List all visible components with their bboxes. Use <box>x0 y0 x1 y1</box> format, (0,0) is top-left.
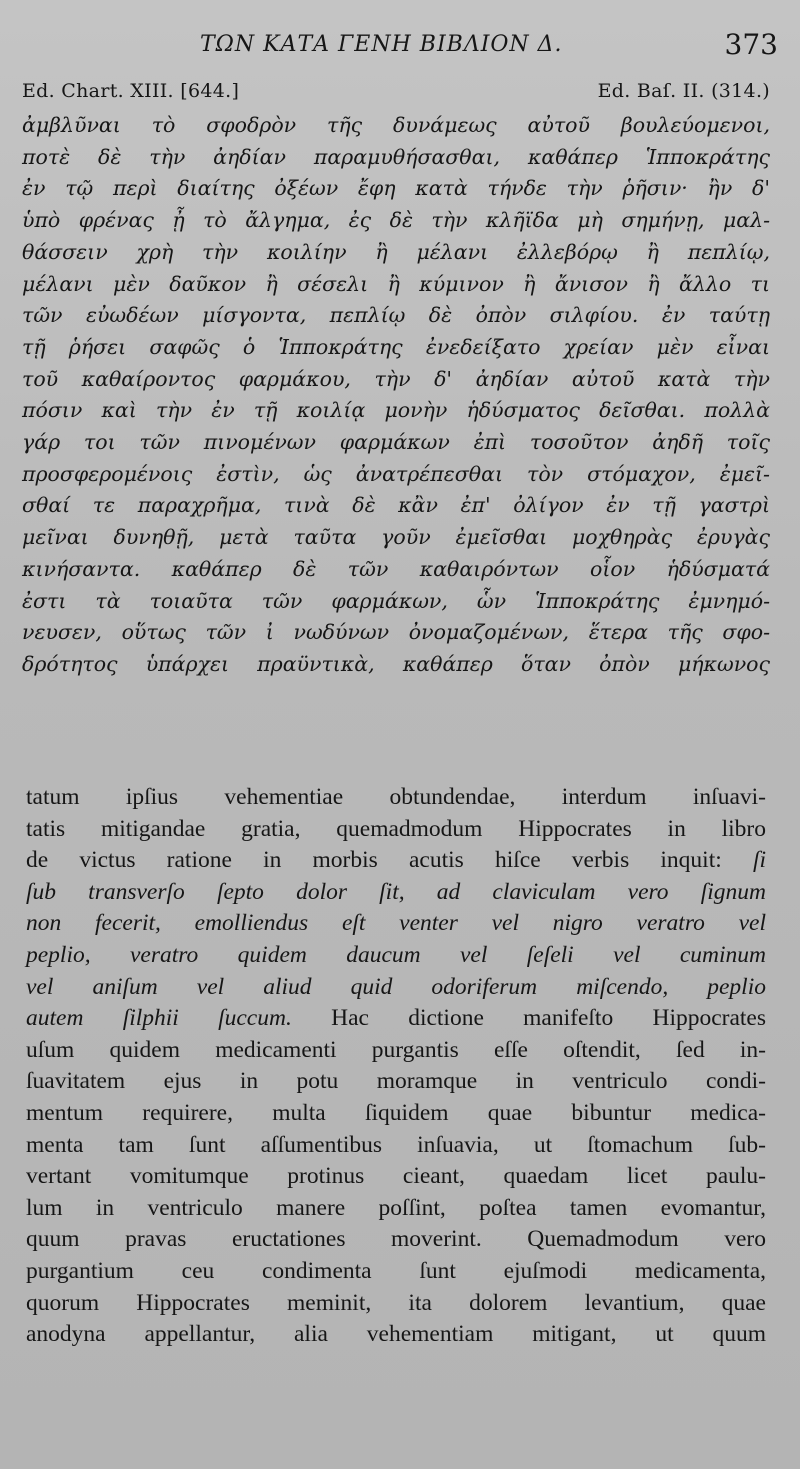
running-head-title: ΤΩΝ ΚΑΤΑ ΓΕΝΗ ΒΙΒΛΙΟΝ Δ. <box>200 32 563 57</box>
latin-text-line <box>26 1288 766 1320</box>
greek-text-block <box>22 110 770 681</box>
greek-text-line: τοῦ καθαίροντος φαρμάκου, τὴν δ' ἀηδίαν αὐτοῦ κατὰ τὴν <box>22 366 770 391</box>
page-number: 373 <box>724 28 778 61</box>
greek-text-line: τῇ ῥήσει σαφῶς ὁ Ἱπποκράτης ἐνεδείξατο χρείαν μὲν εἶναι <box>22 334 770 359</box>
latin-text-line <box>26 1130 766 1162</box>
latin-text-line <box>26 1224 766 1256</box>
latin-text-line <box>26 1035 766 1067</box>
greek-text-line: θάσσειν χρὴ τὴν κοιλίην ἢ μέλανι ἐλλεβόρῳ ἢ πεπλίῳ, <box>22 239 770 264</box>
latin-text-line <box>26 908 766 940</box>
greek-text-line: μέλανι μὲν δαῦκον ἢ σέσελι ἢ κύμινον ἢ ἄνισον ἢ ἄλλο τι <box>22 271 770 296</box>
greek-text-line: γάρ τοι τῶν πινομένων φαρμάκων ἐπὶ τοσοῦτον ἀηδῆ τοῖς <box>22 430 770 455</box>
greek-text-line: τῶν εὐωδέων μίσγοντα, πεπλίῳ δὲ ὀπὸν σιλφίου. ἐν ταύτῃ <box>22 303 770 328</box>
latin-segment: quum pravas eructationes moverint. Quemadmodum vero <box>26 1226 766 1253</box>
latin-segment: purgantium ceu condimenta ſunt ejuſmodi medicamenta, <box>26 1257 766 1284</box>
latin-segment: mentum requirere, multa ſiquidem quae bibuntur medica- <box>26 1099 766 1126</box>
latin-text-line <box>26 1193 766 1225</box>
latin-text-line <box>26 1003 766 1035</box>
latin-quoted-segment: peplio, veratro quidem daucum vel ſeſeli vel cuminum <box>26 941 766 968</box>
latin-segment: menta tam ſunt aſſumentibus inſuavia, ut ſtomachum ſub- <box>26 1131 766 1158</box>
greek-text-line: δρότητος ὑπάρχει πραϋντικὰ, καθάπερ ὅταν ὀπὸν μήκωνος <box>22 651 770 676</box>
greek-text-line: προσφερομένοις ἐστὶν, ὡς ἀνατρέπεσθαι τὸν στόμαχον, ἐμεῖ- <box>22 461 770 486</box>
greek-text-line: ἀμβλῦναι τὸ σφοδρὸν τῆς δυνάμεως αὐτοῦ βουλεύομενοι, <box>22 113 770 137</box>
latin-segment: tatum ipſius vehementiae obtundendae, interdum inſuavi- <box>26 784 766 810</box>
latin-quoted-segment: ſi <box>752 847 766 874</box>
latin-text-line <box>26 877 766 909</box>
latin-segment: tatis mitigandae gratia, quemadmodum Hippocrates in libro <box>26 815 766 842</box>
latin-quoted-segment: non fecerit, emolliendus eſt venter vel nigro veratro vel <box>26 910 766 937</box>
latin-text-line <box>26 814 766 846</box>
latin-segment: vertant vomitumque protinus cieant, quaedam licet paulu- <box>26 1163 766 1190</box>
greek-text-line: κινήσαντα. καθάπερ δὲ τῶν καθαιρόντων οἷον ἡδύσματά <box>22 556 770 581</box>
greek-text-line: ποτὲ δὲ τὴν ἀηδίαν παραμυθήσασθαι, καθάπερ Ἱπποκράτης <box>22 144 770 169</box>
latin-segment: Hac dictione manifeſto Hippocrates <box>291 1005 767 1032</box>
greek-text-line: ὑπὸ φρένας ᾖ τὸ ἄλγημα, ἐς δὲ τὴν κλῆϊδα μὴ σημήνῃ, μαλ- <box>22 208 770 233</box>
latin-text-line <box>26 782 766 814</box>
latin-quoted-segment: ſub transverſo ſepto dolor ſit, ad claviculam vero ſignum <box>26 878 766 905</box>
latin-text-line <box>26 1066 766 1098</box>
greek-text-line: ἐν τῷ περὶ διαίτης ὀξέων ἔφη κατὰ τήνδε τὴν ῥῆσιν· ἢν δ' <box>22 176 770 201</box>
latin-text-line <box>26 972 766 1004</box>
latin-quoted-segment: vel aniſum vel aliud quid odoriferum miſcendo, peplio <box>26 973 766 1000</box>
latin-text-line <box>26 1256 766 1288</box>
edition-basel: Ed. Baſ. II. (314.) <box>597 80 770 102</box>
latin-text-line <box>26 1161 766 1193</box>
running-head <box>0 28 800 68</box>
latin-segment: quorum Hippocrates meminit, ita dolorem levantium, quae <box>26 1289 766 1316</box>
latin-segment: uſum quidem medicamenti purgantis eſſe oſtendit, ſed in- <box>26 1036 766 1063</box>
latin-segment: ſuavitatem ejus in potu moramque in ventriculo condi- <box>26 1068 766 1095</box>
latin-text-line <box>26 940 766 972</box>
latin-segment: lum in ventriculo manere poſſint, poſtea tamen evomantur, <box>26 1194 766 1221</box>
latin-text-line <box>26 1098 766 1130</box>
greek-text-line: πόσιν καὶ τὴν ἐν τῇ κοιλίᾳ μονὴν ἡδύσματος δεῖσθαι. πολλὰ <box>22 398 770 423</box>
latin-quoted-segment: autem ſilphii ſuccum. <box>26 1005 292 1032</box>
greek-text-line: νευσεν, οὕτως τῶν ἰ νωδύνων ὀνομαζομένων, ἕτερα τῆς σφο- <box>22 620 770 645</box>
latin-segment: anodyna appellantur, alia vehementiam mitigant, ut quum <box>26 1321 766 1348</box>
greek-text-line: σθαί τε παραχρῆμα, τινὰ δὲ κἂν ἐπ' ὀλίγον ἐν τῇ γαστρὶ <box>22 493 770 518</box>
edition-chartier: Ed. Chart. XIII. [644.] <box>22 80 240 102</box>
latin-text-line <box>26 845 766 877</box>
edition-references <box>22 80 770 110</box>
greek-text-line: ἐστι τὰ τοιαῦτα τῶν φαρμάκων, ὧν Ἱπποκράτης ἐμνημό- <box>22 588 770 613</box>
latin-text-line <box>26 1319 766 1351</box>
latin-translation-block <box>26 782 766 1351</box>
latin-segment: de victus ratione in morbis acutis hiſce verbis inquit: <box>26 847 753 874</box>
greek-text-line: μεῖναι δυνηθῇ, μετὰ ταῦτα γοῦν ἐμεῖσθαι μοχθηρὰς ἐρυγὰς <box>22 525 770 550</box>
